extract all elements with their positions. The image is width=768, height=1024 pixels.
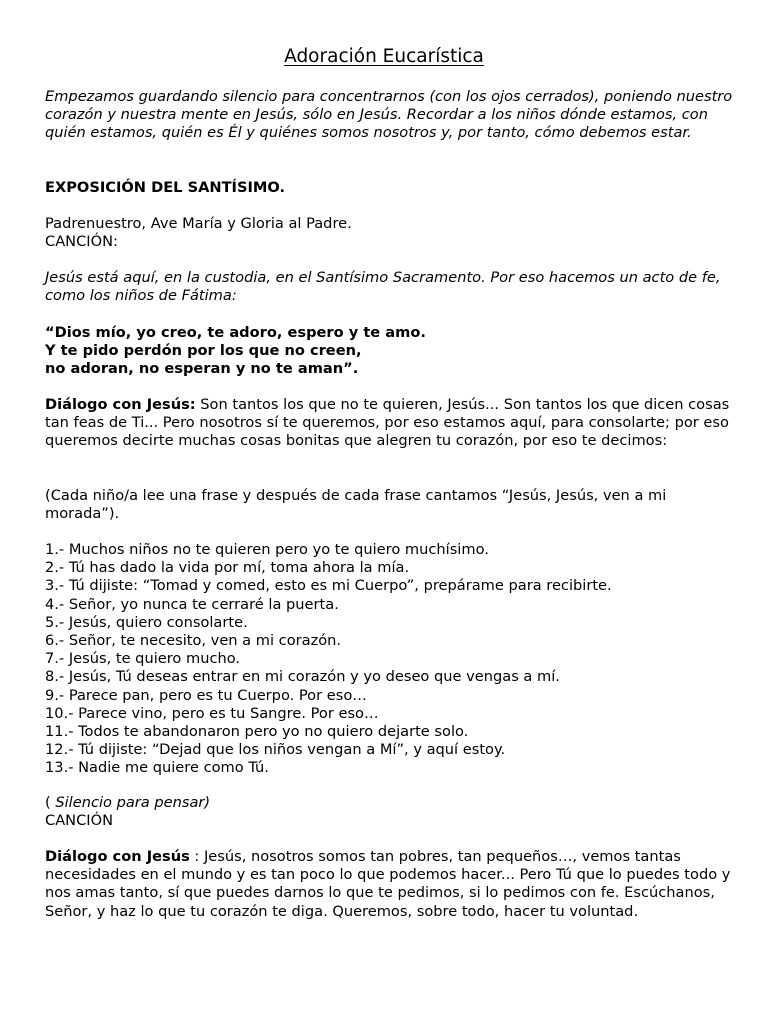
intro-paragraph	[45, 88, 735, 143]
song-label: CANCIÓN:	[45, 233, 118, 251]
song-label: CANCIÓN	[45, 812, 113, 830]
list-item: 12.- Tú dijiste: “Dejad que los niños vengan a Mí”, y aquí estoy.	[45, 741, 506, 759]
silence-open: (	[45, 794, 56, 811]
dialogue-text: Son tantos los que no te quieren, Jesús... Son tantos los que dicen cosas tan feas de Ti... Pero nosotros sí te queremos, por eso estamos aquí, para consolarte; por eso queremos decirte muchas cosas bonitas que alegren tu corazón, por eso te decimos:	[45, 396, 730, 450]
dialogue-label: Diálogo con Jesús:	[45, 396, 196, 413]
dialogue-paragraph-1	[45, 396, 735, 451]
list-item: 11.- Todos te abandonaron pero yo no quiero dejarte solo.	[45, 723, 469, 741]
silence-text: Silencio para pensar)	[55, 794, 211, 811]
prayers-line: Padrenuestro, Ave María y Gloria al Padre.	[45, 215, 352, 232]
document-title: Adoración Eucarística	[284, 46, 484, 67]
list-item: 1.- Muchos niños no te quieren pero yo te quiero muchísimo.	[45, 541, 489, 558]
list-item: 2.- Tú has dado la vida por mí, toma ahora la mía.	[45, 559, 410, 577]
fatima-prayer-line: no adoran, no esperan y no te aman”.	[45, 360, 359, 378]
custody-text: Jesús está aquí, en la custodia, en el Santísimo Sacramento. Por eso hacemos un acto de fe, como los niños de Fátima:	[45, 269, 721, 305]
fatima-prayer-line: “Dios mío, yo creo, te adoro, espero y te amo.	[45, 324, 426, 341]
list-item: 13.- Nadie me quiere como Tú.	[45, 759, 269, 777]
list-item: 8.- Jesús, Tú deseas entrar en mi corazón y yo deseo que vengas a mí.	[45, 668, 560, 686]
list-item: 5.- Jesús, quiero consolarte.	[45, 613, 248, 631]
list-item: 9.- Parece pan, pero es tu Cuerpo. Por eso…	[45, 686, 367, 704]
custody-paragraph	[45, 269, 735, 305]
list-item: 4.- Señor, yo nunca te cerraré la puerta.	[45, 595, 339, 613]
list-item: 10.- Parece vino, pero es tu Sangre. Por eso…	[45, 704, 379, 722]
list-item: 3.- Tú dijiste: “Tomad y comed, esto es mi Cuerpo”, prepárame para recibirte.	[45, 577, 612, 595]
list-item: 7.- Jesús, te quiero mucho.	[45, 650, 241, 668]
phrases-list	[45, 541, 735, 778]
list-item: 6.- Señor, te necesito, ven a mi corazón.	[45, 632, 342, 650]
fatima-prayer	[45, 324, 735, 379]
intro-text: Empezamos guardando silencio para concentrarnos (con los ojos cerrados), poniendo nuestro corazón y nuestra mente en Jesús, sólo en Jesús. Recordar a los niños dónde estamos, con quién estamos, quién es Él y quiénes somos nosotros y, por tanto, cómo debemos estar.	[45, 88, 733, 142]
instructions-paragraph	[45, 487, 735, 523]
instructions-text: (Cada niño/a lee una frase y después de cada frase cantamos “Jesús, Jesús, ven a mi morada”).	[45, 487, 667, 523]
dialogue-text: : Jesús, nosotros somos tan pobres, tan pequeños…, vemos tantas necesidades en el mundo y es tan poco lo que podemos hacer... Pero Tú que lo puedes todo y nos amas tanto, sí que puedes darnos lo que te pedimos, si lo pedimos con fe. Escúchanos, Señor, y haz lo que tu corazón te diga. Queremos, sobre todo, hacer tu voluntad.	[45, 848, 731, 920]
prayers-section	[45, 215, 735, 251]
exposition-heading: EXPOSICIÓN DEL SANTÍSIMO.	[45, 179, 286, 196]
dialogue-paragraph-2	[45, 848, 735, 921]
silence-section	[45, 794, 735, 830]
fatima-prayer-line: Y te pido perdón por los que no creen,	[45, 342, 362, 360]
dialogue-label: Diálogo con Jesús	[45, 848, 190, 865]
